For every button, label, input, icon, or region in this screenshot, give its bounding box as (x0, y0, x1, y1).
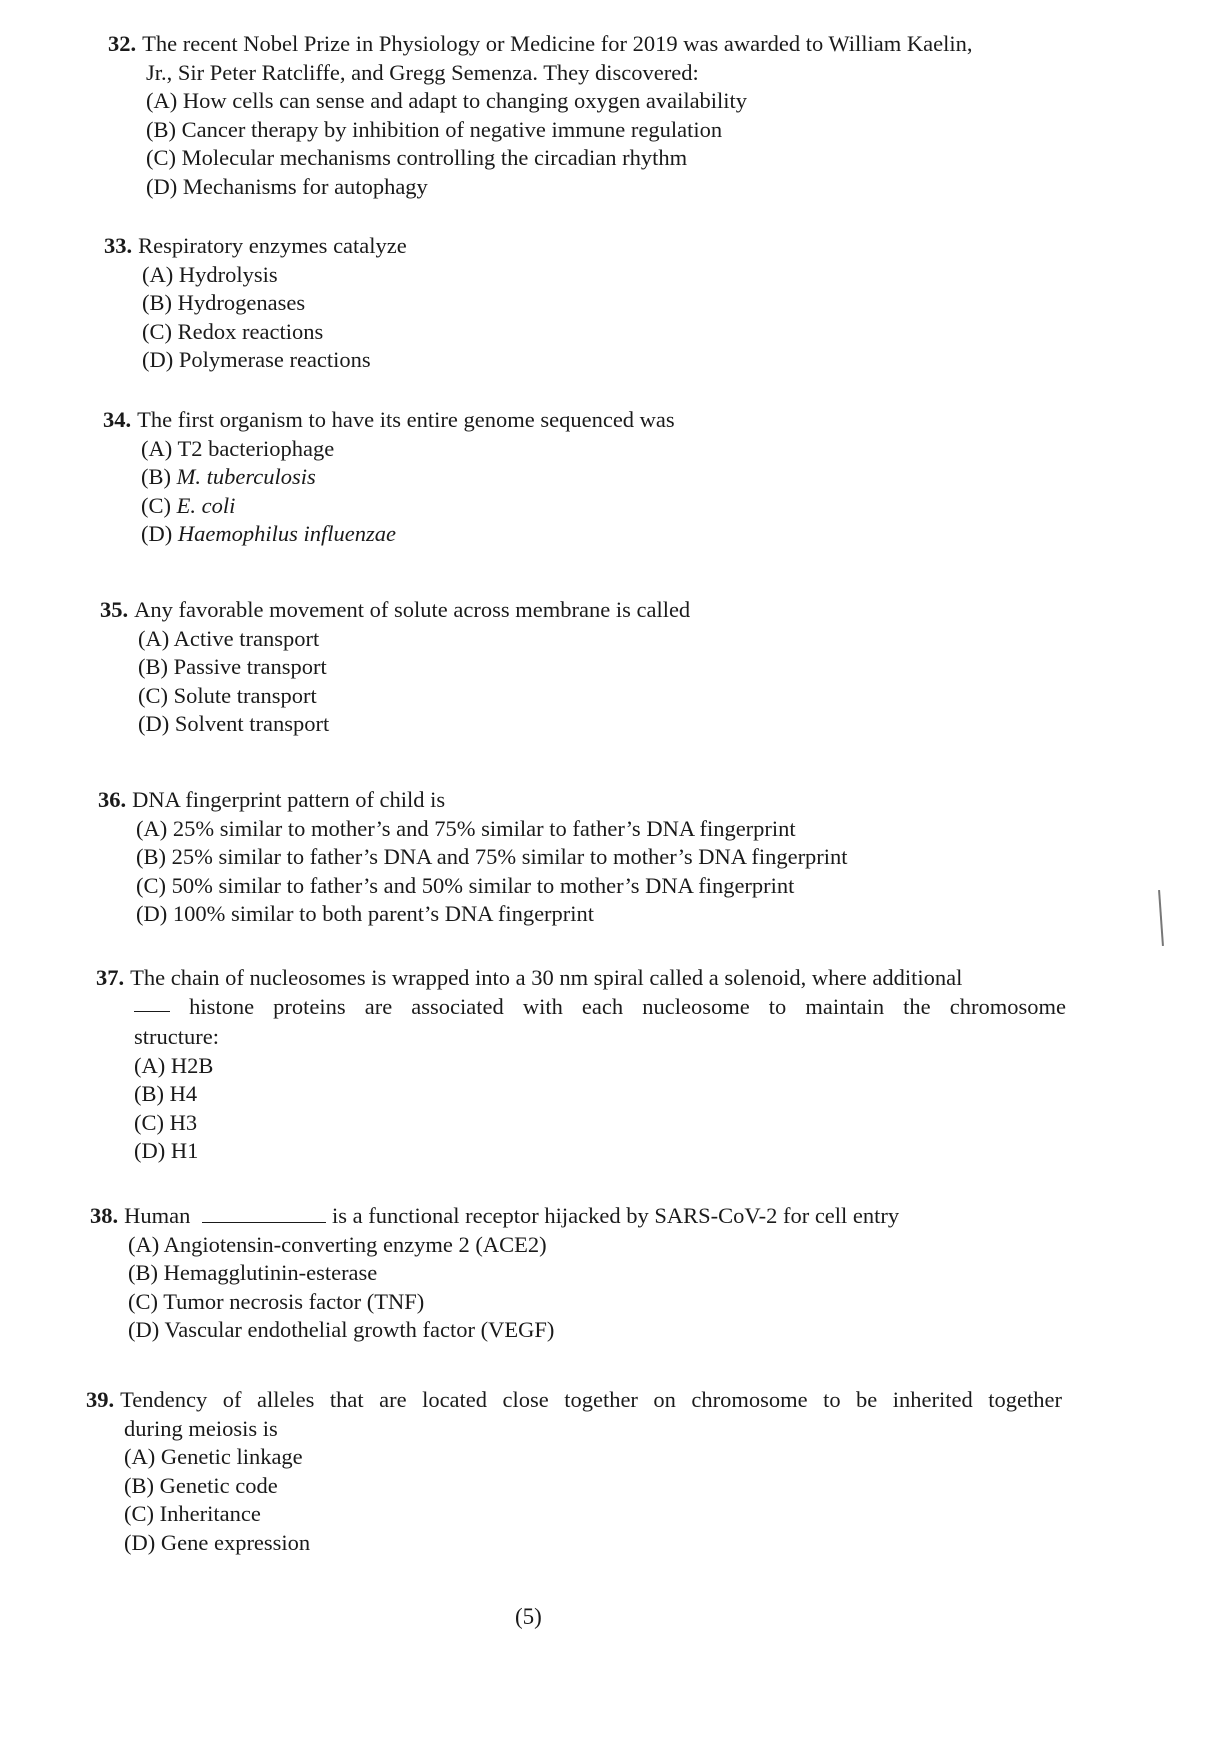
question-number: 37. (96, 965, 125, 990)
option-c: (C) Solute transport (138, 682, 317, 708)
margin-mark (1158, 890, 1164, 946)
options-list (98, 815, 1068, 929)
question-32 (108, 30, 1078, 201)
word: nucleosome (642, 993, 750, 1019)
word: inherited (892, 1387, 973, 1412)
option-c: (C) Inheritance (124, 1501, 261, 1526)
option-d: (D) Mechanisms for autophagy (146, 173, 428, 199)
word: located (422, 1387, 488, 1412)
word: chromosome (691, 1387, 808, 1412)
option-a (141, 435, 1073, 464)
word: together (988, 1387, 1062, 1412)
question-37 (96, 964, 1066, 1166)
option-text: T2 bacteriophage (177, 435, 335, 461)
question-text: The first organism to have its entire genome sequenced was (137, 407, 675, 432)
question-number: 33. (104, 233, 133, 258)
option-b (141, 463, 1073, 492)
option-a: (A) Angiotensin-converting enzyme 2 (ACE2) (128, 1231, 547, 1257)
word: on (653, 1387, 676, 1412)
word: together (564, 1387, 638, 1412)
question-33 (104, 232, 1074, 375)
question-34 (103, 406, 1073, 549)
question-text: Respiratory enzymes catalyze (138, 233, 407, 258)
word: maintain (805, 993, 885, 1019)
word: alleles (256, 1387, 315, 1412)
option-text: Haemophilus influenzae (177, 521, 396, 546)
options-list (90, 1231, 1060, 1345)
option-d: (D) Polymerase reactions (142, 347, 371, 372)
option-c: (C) Tumor necrosis factor (TNF) (128, 1288, 425, 1314)
word: close (502, 1387, 549, 1412)
option-b: (B) 25% similar to father’s DNA and 75% similar to mother’s DNA fingerprint (136, 844, 848, 869)
word: are (364, 993, 393, 1019)
word: are (379, 1387, 407, 1412)
question-text: Any favorable movement of solute across membrane is called (134, 597, 691, 622)
option-d: (D) Vascular endothelial growth factor (VEGF) (128, 1317, 555, 1342)
question-number: 34. (103, 407, 132, 432)
option-c: (C) Redox reactions (142, 318, 324, 344)
question-number: 39. (86, 1387, 115, 1412)
options-list (86, 1443, 1056, 1557)
question-text-continued: Jr., Sir Peter Ratcliffe, and Gregg Semenza. They discovered: (146, 59, 699, 85)
question-number: 38. (90, 1203, 119, 1228)
word (86, 1386, 207, 1415)
options-list (100, 625, 1070, 739)
word: the (903, 993, 931, 1019)
question-36 (98, 786, 1068, 929)
option-d (141, 520, 1073, 549)
word: chromosome (949, 993, 1066, 1019)
option-a: (A) Hydrolysis (142, 261, 278, 287)
fill-in-blank (202, 1204, 326, 1223)
page-number: (5) (515, 1604, 542, 1629)
options-list (103, 435, 1073, 549)
question-line (86, 1386, 1062, 1415)
option-a: (A) Active transport (138, 625, 320, 651)
options-list (108, 87, 1078, 201)
word: with (522, 993, 563, 1019)
option-b: (B) H4 (134, 1081, 198, 1106)
question-text-continued: during meiosis is (124, 1415, 278, 1441)
option-label: (A) (141, 435, 178, 461)
word: each (581, 993, 624, 1019)
options-list (96, 1052, 1066, 1166)
option-b: (B) Hemagglutinin-esterase (128, 1260, 378, 1285)
word: proteins (273, 993, 346, 1019)
option-c: (C) H3 (134, 1109, 198, 1135)
option-d: (D) H1 (134, 1138, 199, 1163)
question-39 (86, 1386, 1062, 1557)
word: histone (189, 993, 255, 1019)
word: be (856, 1387, 878, 1412)
question-number: 32. (108, 31, 137, 56)
question-number: 35. (100, 597, 129, 622)
word: associated (411, 993, 504, 1019)
option-c (141, 492, 1073, 521)
word: to (823, 1387, 841, 1412)
option-d: (D) Gene expression (124, 1529, 311, 1555)
option-text: E. coli (176, 492, 236, 518)
word: of (222, 1387, 242, 1412)
option-b: (B) Genetic code (124, 1472, 278, 1498)
question-number: 36. (98, 787, 127, 812)
option-c: (C) 50% similar to father’s and 50% similar to mother’s DNA fingerprint (136, 872, 795, 898)
option-label: (B) (141, 464, 177, 489)
question-text: Human (124, 1203, 191, 1228)
option-a: (A) H2B (134, 1052, 214, 1078)
question-text: DNA fingerprint pattern of child is (132, 787, 446, 812)
question-text-after-blank: is a functional receptor hijacked by SARS-CoV-2 for cell entry (332, 1203, 900, 1228)
question-35 (100, 596, 1070, 739)
option-a: (A) Genetic linkage (124, 1444, 303, 1469)
option-d: (D) Solvent transport (138, 711, 330, 736)
option-b: (B) Cancer therapy by inhibition of negative immune regulation (146, 116, 723, 142)
option-a: (A) 25% similar to mother’s and 75% similar to father’s DNA fingerprint (136, 815, 796, 841)
word: that (329, 1387, 364, 1412)
question-38 (90, 1202, 1060, 1345)
question-text: The recent Nobel Prize in Physiology or Medicine for 2019 was awarded to William Kaelin, (142, 31, 973, 56)
question-text-continued (134, 993, 1066, 1022)
option-d: (D) 100% similar to both parent’s DNA fingerprint (136, 901, 595, 926)
option-text: M. tuberculosis (176, 464, 316, 489)
option-label: (C) (141, 492, 177, 518)
options-list (104, 261, 1074, 375)
word: to (768, 993, 787, 1019)
option-b: (B) Passive transport (138, 654, 327, 679)
option-b: (B) Hydrogenases (142, 290, 306, 315)
fill-in-blank (134, 993, 170, 1012)
question-text: The chain of nucleosomes is wrapped into a 30 nm spiral called a solenoid, where additional (130, 965, 963, 990)
option-a: (A) How cells can sense and adapt to changing oxygen availability (146, 88, 748, 113)
word: Tendency (120, 1387, 208, 1412)
option-c: (C) Molecular mechanisms controlling the circadian rhythm (146, 145, 688, 170)
option-label: (D) (141, 521, 178, 546)
question-text-continued: structure: (134, 1024, 219, 1049)
